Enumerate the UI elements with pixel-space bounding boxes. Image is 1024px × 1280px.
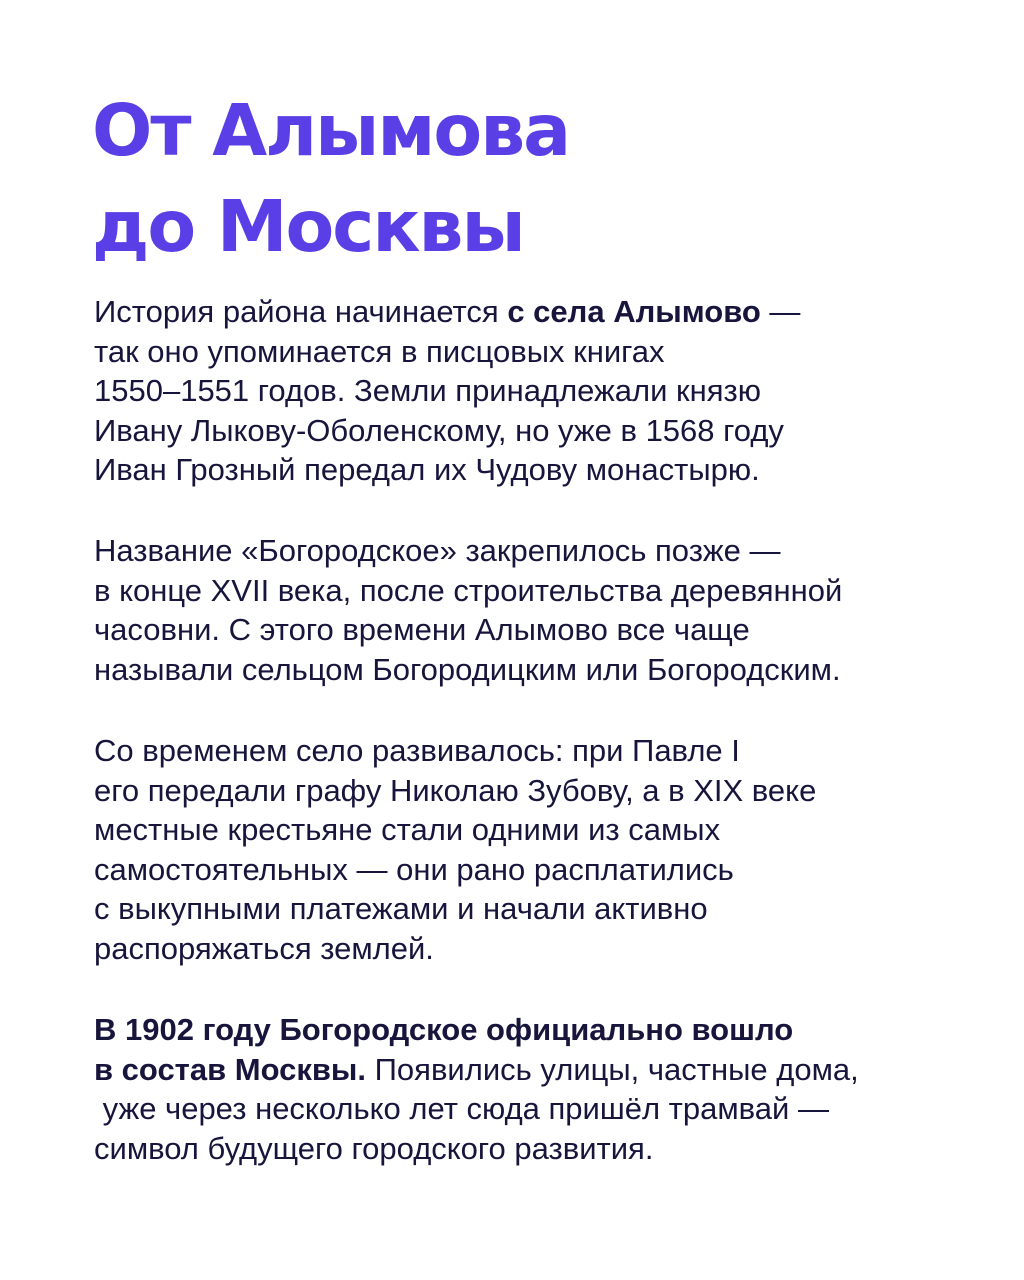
bold-segment: В 1902 году Богородское официально вошло: [94, 1012, 794, 1047]
paragraph-line: в конце XVII века, после строительства деревянной: [94, 572, 843, 608]
text-segment: —: [760, 294, 801, 329]
paragraph-line: уже через несколько лет сюда пришёл трамвай —: [94, 1091, 829, 1126]
paragraph-line: так оно упоминается в писцовых книгах: [94, 333, 665, 369]
paragraph-bogorodskoe-name: [94, 531, 842, 689]
paragraph-line: [94, 1050, 859, 1090]
title-line-2: до Москвы: [92, 185, 524, 268]
paragraph-line: Ивану Лыкову-Оболенскому, но уже в 1568 году: [94, 412, 784, 448]
bold-segment: с села Алымово: [507, 294, 761, 329]
paragraph-line: Со временем село развивалось: при Павле I: [94, 733, 740, 768]
paragraph-line: Название «Богородское» закрепилось позже —: [94, 533, 781, 568]
paragraph-line: самостоятельных — они рано расплатились: [94, 851, 734, 887]
paragraph-alymovo: [94, 292, 800, 490]
paragraph-line: [94, 292, 800, 332]
bold-segment: в состав Москвы.: [94, 1051, 367, 1087]
paragraph-moscow: [94, 1010, 859, 1168]
title-line-1: От Алымова: [92, 89, 570, 172]
text-segment: История района начинается: [94, 294, 508, 329]
paragraph-line: распоряжаться землей.: [94, 930, 434, 966]
paragraph-line: местные крестьяне стали одними из самых: [94, 812, 721, 847]
paragraph-line: его передали графу Николаю Зубову, а в XIX веке: [94, 772, 817, 808]
paragraph-development: [94, 731, 816, 968]
paragraph-line: 1550–1551 годов. Земли принадлежали князю: [94, 373, 761, 408]
paragraph-line: с выкупными платежами и начали активно: [94, 891, 708, 926]
page-title: [92, 83, 569, 275]
paragraph-line: называли сельцом Богородицким или Богородским.: [94, 651, 841, 687]
paragraph-line: символ будущего городского развития.: [94, 1130, 654, 1166]
text-segment: Появились улицы, частные дома,: [366, 1051, 859, 1087]
paragraph-line: [94, 1010, 859, 1050]
paragraph-line: Иван Грозный передал их Чудову монастырю.: [94, 452, 760, 487]
paragraph-line: часовни. С этого времени Алымово все чаще: [94, 612, 750, 647]
